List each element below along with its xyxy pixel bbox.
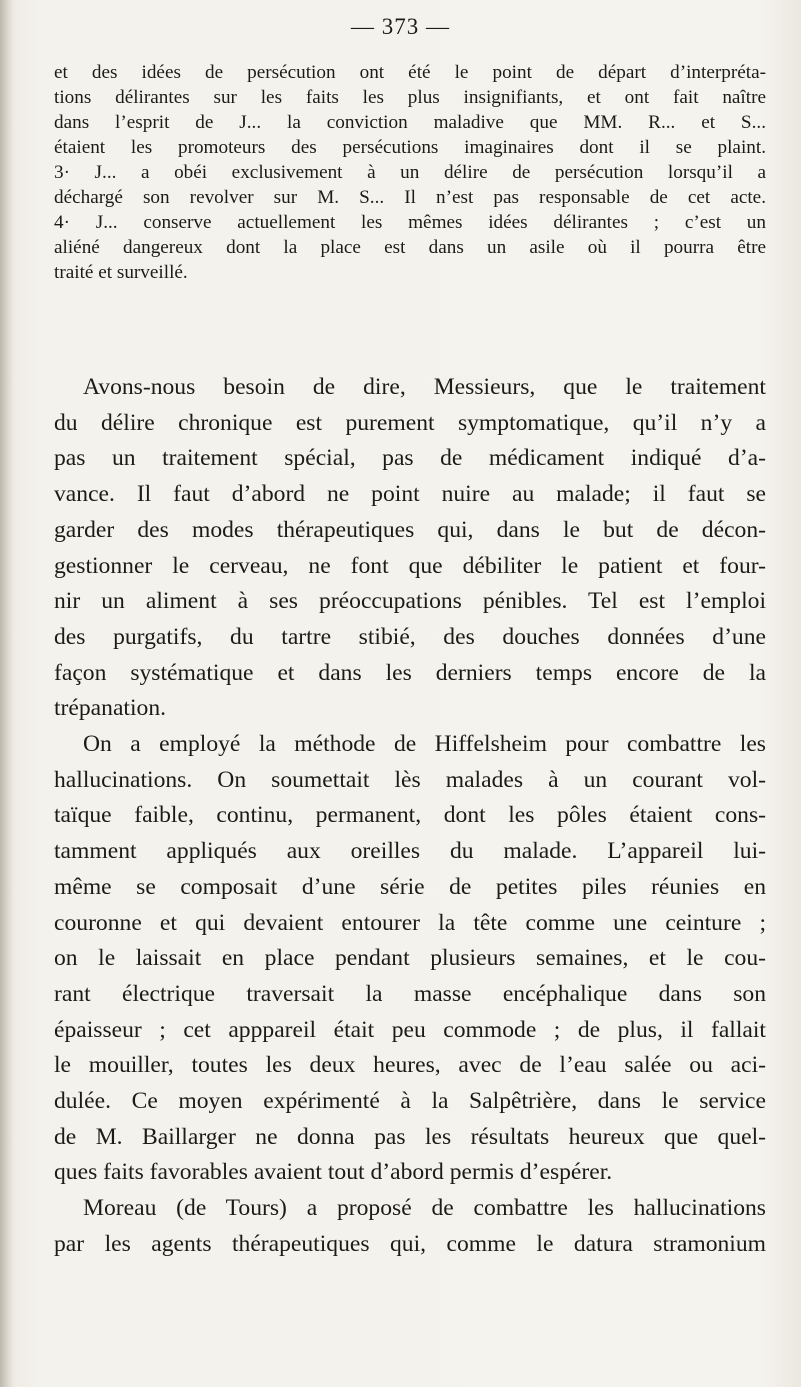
text-line: trépanation. (54, 695, 167, 722)
text-line: rant électrique traversait la masse encéphalique dans son (54, 980, 766, 1007)
page-number: — 373 — (351, 14, 450, 39)
text-line: dans l’esprit de J... la conviction maladive que MM. R... et S... (54, 112, 766, 133)
text-line: garder des modes thérapeutiques qui, dans le but de décon- (54, 516, 766, 543)
text-line: le mouiller, toutes les deux heures, avec de l’eau salée ou aci- (54, 1052, 766, 1079)
text-line: épaisseur ; cet apppareil était peu commode ; de plus, il fallait (54, 1016, 766, 1043)
numbered-conclusions (54, 60, 766, 285)
text-line: on le laissait en place pendant plusieurs semaines, et le cou- (54, 945, 766, 972)
text-line: façon systématique et dans les derniers temps encore de la (54, 659, 766, 686)
text-line: tions délirantes sur les faits les plus insignifiants, et ont fait naître (54, 87, 766, 108)
body-text (54, 370, 766, 1263)
text-line: Moreau (de Tours) a proposé de combattre les hallucinations (83, 1195, 766, 1222)
text-line: tamment appliqués aux oreilles du malade. L’appareil lui- (54, 838, 766, 865)
text-line: 4· J... conserve actuellement les mêmes idées délirantes ; c’est un (54, 212, 766, 233)
text-line: pas un traitement spécial, pas de médicament indiqué d’a- (54, 445, 766, 472)
paragraph-hiffelsheim-method (54, 727, 766, 1191)
text-line: 3· J... a obéi exclusivement à un délire de persécution lorsqu’il a (54, 162, 766, 183)
text-line: par les agents thérapeutiques qui, comme le datura stramonium (54, 1230, 766, 1257)
paragraph-moreau (54, 1191, 766, 1262)
text-line: gestionner le cerveau, ne font que débiliter le patient et four- (54, 552, 766, 579)
text-line: dulée. Ce moyen expérimenté à la Salpêtrière, dans le service (54, 1088, 766, 1115)
text-line: On a employé la méthode de Hiffelsheim pour combattre les (83, 731, 766, 758)
paragraph-treatment (54, 370, 766, 727)
text-line: traité et surveillé. (54, 262, 188, 283)
text-line: du délire chronique est purement symptomatique, qu’il n’y a (54, 409, 766, 436)
text-line: vance. Il faut d’abord ne point nuire au malade; il faut se (54, 481, 766, 508)
text-line: déchargé son revolver sur M. S... Il n’est pas responsable de cet acte. (54, 187, 766, 208)
text-line: Avons-nous besoin de dire, Messieurs, que le traitement (83, 374, 766, 400)
text-line: couronne et qui devaient entourer la tête comme une ceinture ; (54, 909, 766, 936)
text-line: hallucinations. On soumettait lès malades à un courant vol- (54, 766, 766, 793)
text-line: des purgatifs, du tartre stibié, des douches données d’une (54, 623, 766, 650)
text-line: ques faits favorables avaient tout d’abord permis d’espérer. (54, 1159, 613, 1186)
text-line: aliéné dangereux dont la place est dans un asile où il pourra être (54, 237, 766, 258)
text-line: même se composait d’une série de petites piles réunies en (54, 873, 766, 900)
text-line: et des idées de persécution ont été le point de départ d’interpréta- (54, 62, 766, 83)
page-binding-shadow (0, 0, 14, 1387)
text-line: nir un aliment à ses préoccupations pénibles. Tel est l’emploi (54, 588, 766, 615)
text-line: de M. Baillarger ne donna pas les résultats heureux que quel- (54, 1123, 766, 1150)
text-line: taïque faible, continu, permanent, dont les pôles étaient cons- (54, 802, 766, 829)
text-line: étaient les promoteurs des persécutions imaginaires dont il se plaint. (54, 137, 766, 158)
